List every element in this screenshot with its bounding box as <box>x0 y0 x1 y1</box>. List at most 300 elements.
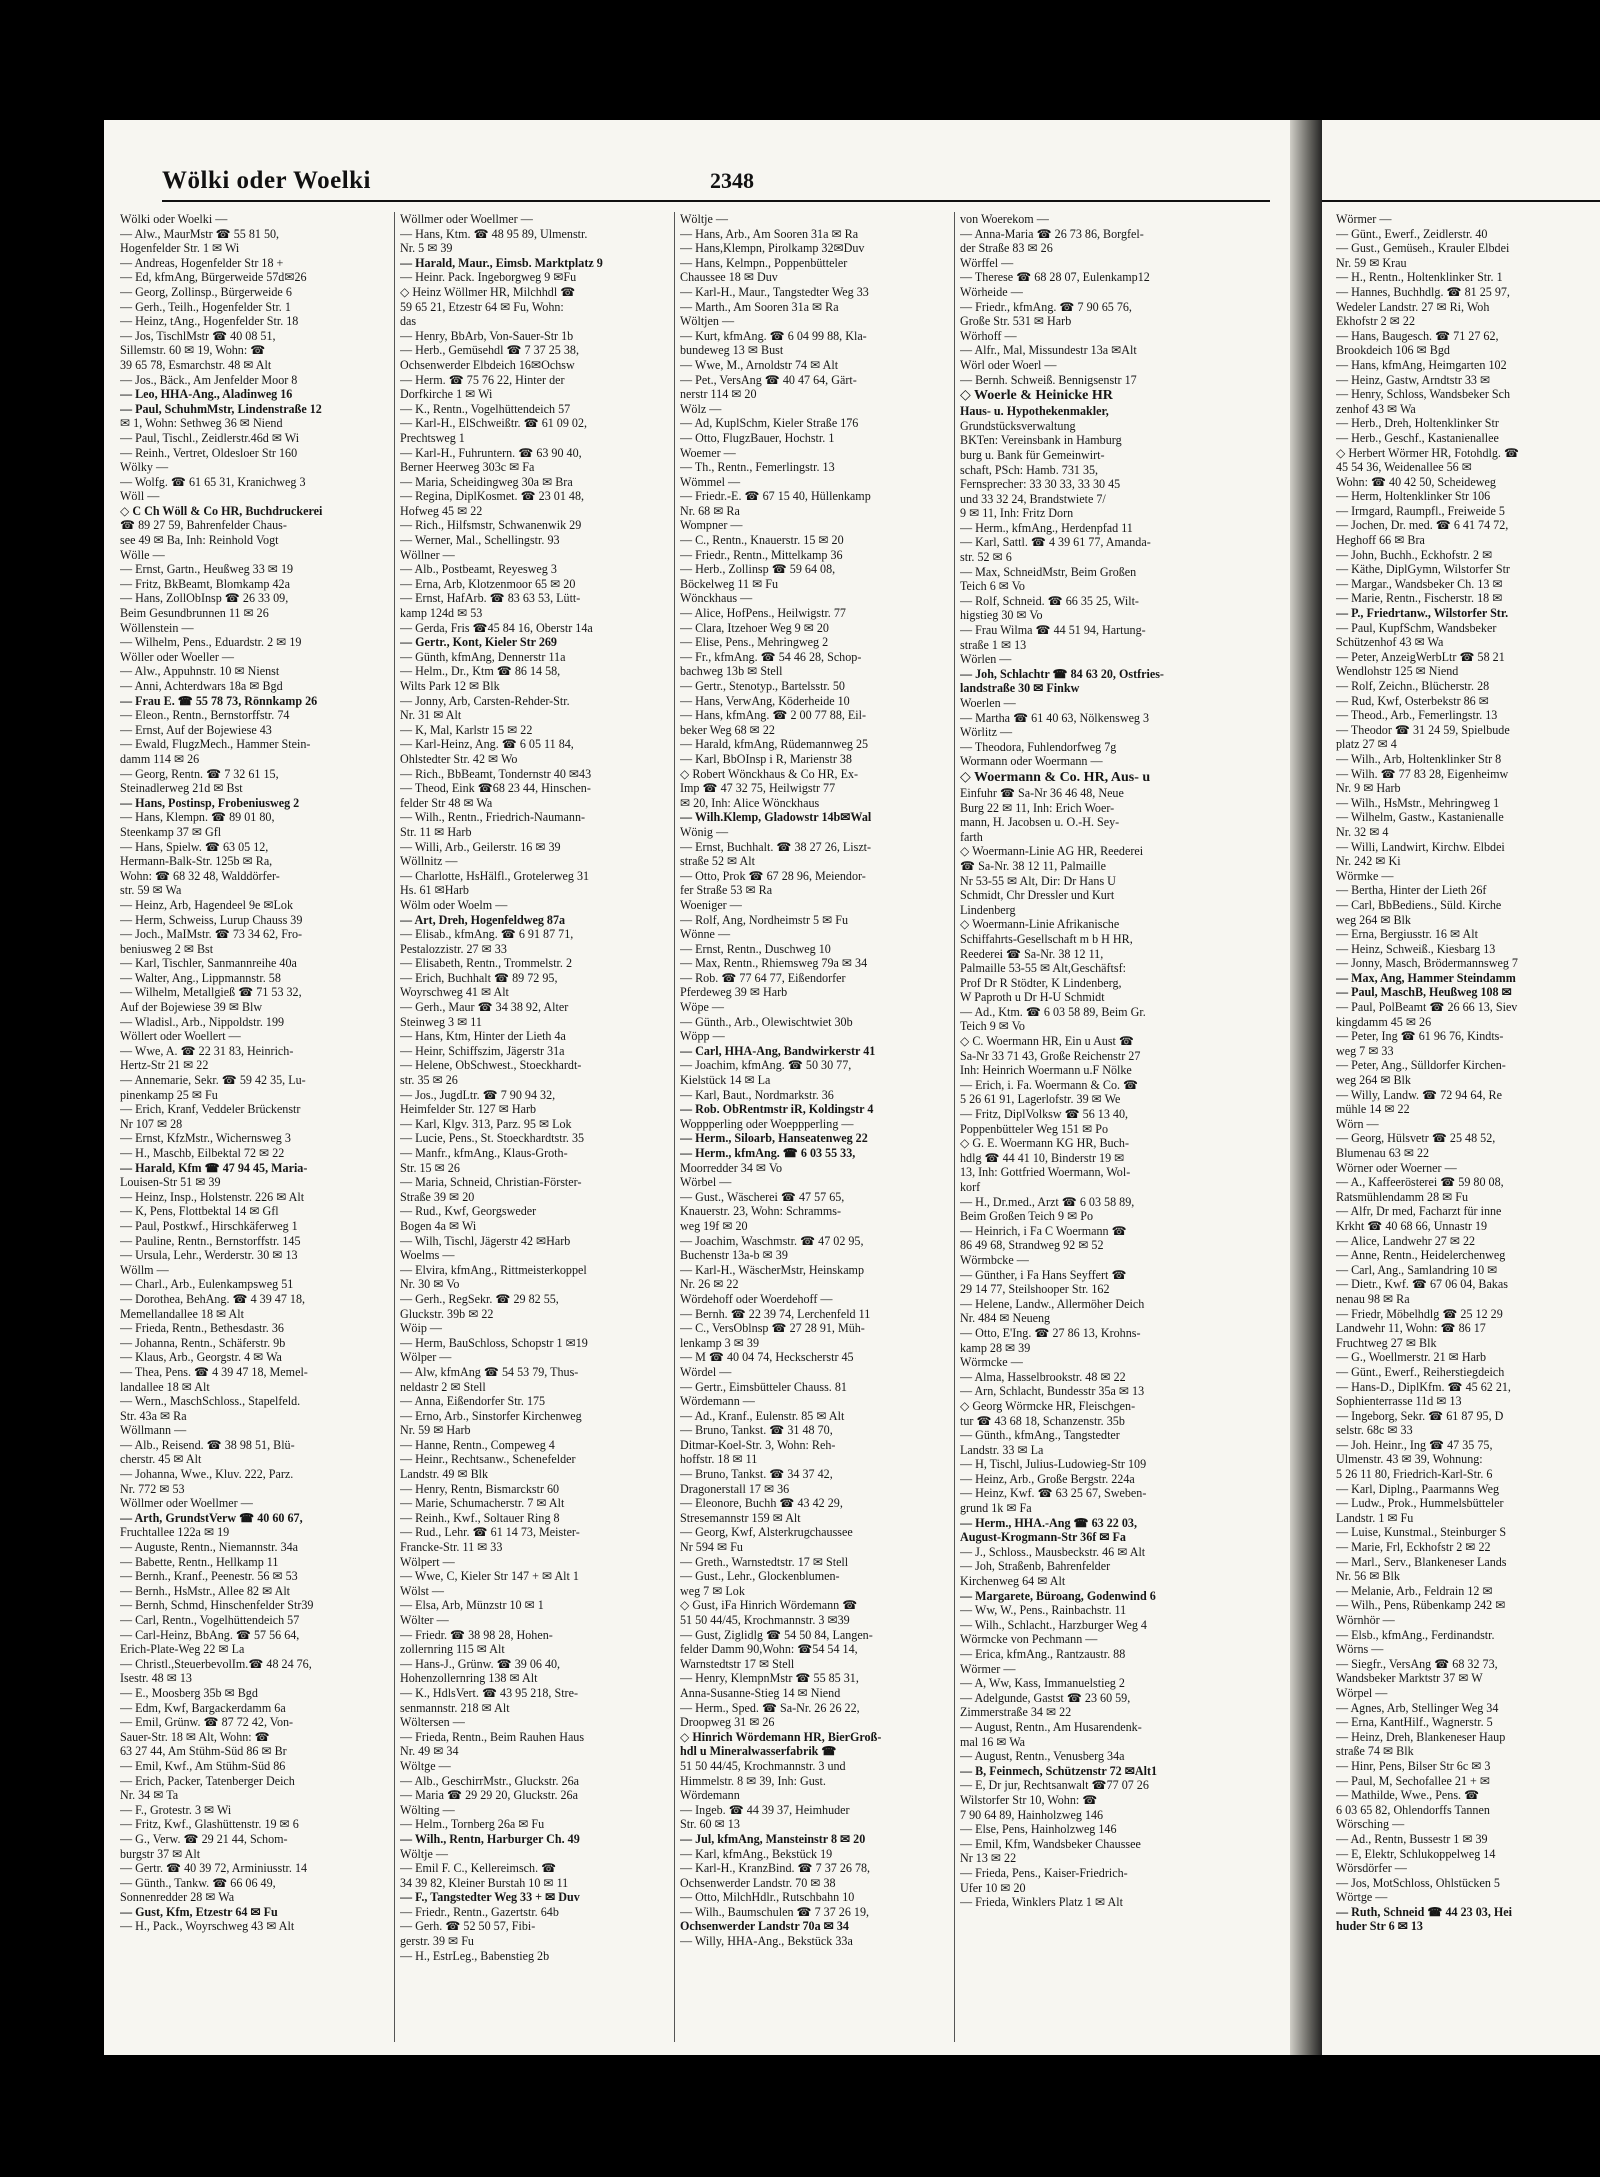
directory-surname-heading: Wölper — <box>400 1350 452 1365</box>
directory-surname-heading: Wörn — <box>1336 1116 1379 1131</box>
directory-surname-heading: Wöll — <box>120 489 160 504</box>
directory-entry: — Therese ☎ 68 28 07, Eulenkamp12 <box>960 270 1150 285</box>
directory-entry: — Otto, FlugzBauer, Hochstr. 1 <box>680 430 835 445</box>
directory-surname-heading: Wörbel — <box>680 1175 732 1190</box>
directory-entry: — Gust., Lehr., Glockenblumen- <box>680 1569 840 1584</box>
directory-entry: — Alw, kfmAng ☎ 54 53 79, Thus- <box>400 1364 579 1379</box>
directory-entry: — Wilh., Arb, Holtenklinker Str 8 <box>1336 751 1502 766</box>
directory-entry: beker Weg 68 ✉ 22 <box>680 722 775 737</box>
directory-entry: — Herm., HHA.-Ang ☎ 63 22 03, <box>960 1515 1137 1530</box>
facing-page <box>1322 120 1600 2055</box>
directory-entry: lenkamp 3 ✉ 39 <box>680 1335 759 1350</box>
directory-entry: — Herm, BauSchloss, Schopstr 1 ✉19 <box>400 1335 588 1350</box>
directory-entry: weg 264 ✉ Blk <box>1336 912 1411 927</box>
directory-entry: das <box>400 314 417 329</box>
directory-entry: — Herb., Dreh, Holtenklinker Str <box>1336 416 1499 431</box>
directory-entry: ◇ Woermann & Co. HR, Aus- u <box>960 769 1151 785</box>
directory-entry: ◇ Georg Wörmcke HR, Fleischgen- <box>960 1398 1136 1413</box>
directory-entry: — Marie, Rentn., Fischerstr. 18 ✉ <box>1336 591 1503 606</box>
directory-entry: — K., HdlsVert. ☎ 43 95 218, Stre- <box>400 1685 578 1700</box>
directory-entry: zollernring 115 ✉ Alt <box>400 1642 505 1657</box>
directory-entry: — Luise, Kunstmal., Steinburger S <box>1336 1525 1507 1540</box>
directory-entry: — E, Dr jur, Rechtsanwalt ☎77 07 26 <box>960 1778 1149 1793</box>
directory-entry: 59 65 21, Etzestr 64 ✉ Fu, Wohn: <box>400 299 564 314</box>
directory-surname-heading: Wöllmer oder Woellmer — <box>120 1496 253 1511</box>
directory-surname-heading: Wölpert — <box>400 1554 455 1569</box>
directory-entry: — Dorothea, BehAng. ☎ 4 39 47 18, <box>120 1291 306 1306</box>
directory-surname-heading: Wöller oder Woeller — <box>120 649 234 664</box>
directory-entry: — Heinz, Kwf. ☎ 63 25 67, Sweben- <box>960 1486 1147 1501</box>
directory-entry: — Herm. ☎ 75 76 22, Hinter der <box>400 372 565 387</box>
directory-entry: Palmaille 53-55 ✉ Alt,Geschäftsf: <box>960 961 1126 976</box>
directory-entry: Teich 9 ✉ Vo <box>960 1019 1025 1034</box>
directory-entry: Schmidt, Chr Dressler und Kurt <box>960 888 1115 903</box>
directory-entry: Heimfelder Str. 127 ✉ Harb <box>400 1102 537 1117</box>
directory-entry: — Rich., Hilfsmstr, Schwanenwik 29 <box>400 518 582 533</box>
directory-surname-heading: Wölter — <box>400 1613 449 1627</box>
directory-entry: Nr. 68 ✉ Ra <box>680 503 740 518</box>
directory-entry: ◇ Heinz Wöllmer HR, Milchhdl ☎ <box>400 284 576 299</box>
directory-entry: — Ludw., Prok., Hummelsbütteler <box>1336 1496 1504 1511</box>
directory-entry: Große Str. 531 ✉ Harb <box>960 314 1072 329</box>
directory-entry: — Heinz, Dreh, Blankeneser Haup <box>1336 1729 1506 1744</box>
directory-entry: weg 7 ✉ 33 <box>1336 1043 1394 1058</box>
directory-entry: Einfuhr ☎ Sa-Nr 36 46 48, Neue <box>960 785 1124 800</box>
directory-entry: 5 26 61 91, Lagerlofstr. 39 ✉ We <box>960 1092 1121 1107</box>
directory-entry: higstieg 30 ✉ Vo <box>960 608 1043 623</box>
directory-entry: — Gertr., Stenotyp., Bartelsstr. 50 <box>680 679 845 693</box>
directory-surname-heading: Wöip — <box>400 1321 442 1336</box>
directory-entry: Burg 22 ✉ 11, Inh: Erich Woer- <box>960 800 1115 815</box>
directory-entry: Warnstedtstr 17 ✉ Stell <box>680 1656 795 1671</box>
directory-entry: ◇ C Ch Wöll & Co HR, Buchdruckerei <box>120 503 323 518</box>
directory-entry: ◇ Woermann-Linie Afrikanische <box>960 917 1120 932</box>
directory-entry: beniusweg 2 ✉ Bst <box>120 941 214 956</box>
directory-entry: Blumenau 63 ✉ 22 <box>1336 1146 1430 1160</box>
directory-entry: — Bernh., Kranf., Peenestr. 56 ✉ 53 <box>120 1569 298 1584</box>
directory-entry: kamp 124d ✉ 53 <box>400 606 483 621</box>
directory-entry: — Fr., kfmAng. ☎ 54 46 28, Schop- <box>680 649 862 664</box>
directory-entry: — Gerda, Fris ☎45 84 16, Oberstr 14a <box>400 620 593 635</box>
directory-entry: — Wwe, A. ☎ 22 31 83, Heinrich- <box>120 1043 294 1058</box>
directory-entry: Landstr. 33 ✉ La <box>960 1442 1044 1457</box>
directory-surname-heading: Wörheide — <box>960 284 1023 299</box>
directory-entry: felder Str 48 ✉ Wa <box>400 795 493 810</box>
directory-entry: — Ernst, Rentn., Duschweg 10 <box>680 941 831 956</box>
directory-entry: Gluckstr. 39b ✉ 22 <box>400 1306 494 1321</box>
directory-entry: Hofweg 45 ✉ 22 <box>400 503 483 518</box>
directory-surname-heading: Wömmel — <box>680 474 741 489</box>
directory-entry: — Bernh., HsMstr., Allee 82 ✉ Alt <box>120 1583 291 1598</box>
directory-entry: — Günt., Ewerf., Reiherstiegdeich <box>1336 1364 1505 1379</box>
directory-entry: Sauer-Str. 18 ✉ Alt, Wohn: ☎ <box>120 1729 270 1744</box>
directory-entry: — Herb., Zollinsp ☎ 59 64 08, <box>680 562 836 577</box>
directory-entry: — Anna-Maria ☎ 26 73 86, Borgfel- <box>960 226 1144 241</box>
directory-surname-heading: Wörmke — <box>1336 868 1394 883</box>
directory-entry: — Hans,Klempn, Pirolkamp 32✉Duv <box>680 241 865 256</box>
directory-surname-heading: Wördemann — <box>680 1394 755 1409</box>
directory-entry: — Leo, HHA-Ang., Aladinweg 16 <box>120 387 293 402</box>
directory-entry: — Günth., Arb., Olewischtwiet 30b <box>680 1014 853 1029</box>
directory-entry: — Frieda, Rentn., Bethesdastr. 36 <box>120 1321 284 1336</box>
directory-entry: Fernsprecher: 33 30 33, 33 30 45 <box>960 477 1121 492</box>
directory-entry: — Maria ☎ 29 29 20, Gluckstr. 26a <box>400 1788 578 1803</box>
directory-surname-heading: Woemer — <box>680 445 736 460</box>
directory-entry: Hogenfelder Str. 1 ✉ Wi <box>120 241 240 256</box>
directory-entry: — Clara, Itzehoer Weg 9 ✉ 20 <box>680 620 829 635</box>
directory-entry: — Ernst, Buchhalt. ☎ 38 27 26, Liszt- <box>680 839 872 854</box>
directory-entry: — Heinz, Arb, Hagendeel 9e ✉Lok <box>120 897 294 912</box>
directory-entry: Memellandallee 18 ✉ Alt <box>120 1306 244 1321</box>
directory-entry: — Heinz, tAng., Hogenfelder Str. 18 <box>120 314 299 329</box>
directory-entry: Poppenbütteler Weg 151 ✉ Po <box>960 1121 1109 1136</box>
directory-entry: Sonnenredder 28 ✉ Wa <box>120 1890 235 1905</box>
directory-entry: — Rolf, Zeichn., Blücherstr. 28 <box>1336 679 1490 693</box>
directory-entry: — Paul, SchuhmMstr, Lindenstraße 12 <box>120 401 322 416</box>
directory-entry: — Irmgard, Raumpfl., Freiweide 5 <box>1336 503 1505 518</box>
directory-entry: — Käthe, DiplGymn, Wilstorfer Str <box>1336 562 1510 577</box>
directory-entry: — K, Pens, Flottbektal 14 ✉ Gfl <box>120 1204 279 1219</box>
directory-entry: Wendlohstr 125 ✉ Niend <box>1336 664 1459 679</box>
directory-entry: — Ernst, Gartn., Heußweg 33 ✉ 19 <box>120 562 294 577</box>
directory-entry: hoffstr. 18 ✉ 11 <box>680 1452 758 1467</box>
directory-surname-heading: Wöltjen — <box>680 314 735 329</box>
directory-entry: — Marie, Schumacherstr. 7 ✉ Alt <box>400 1496 565 1511</box>
directory-entry: straße 74 ✉ Blk <box>1336 1744 1414 1759</box>
directory-entry: Steinadlerweg 21d ✉ Bst <box>120 781 243 796</box>
directory-surname-heading: Wölz — <box>680 401 722 416</box>
directory-entry: 86 49 68, Strandweg 92 ✉ 52 <box>960 1238 1104 1253</box>
directory-entry: mann, H. Jacobsen u. O.-H. Sey- <box>960 815 1120 830</box>
directory-entry: Sophienterrasse 11d ✉ 13 <box>1336 1394 1462 1409</box>
directory-entry: — Wilh., Rentn, Harburger Ch. 49 <box>400 1831 580 1846</box>
directory-entry: hdlg ☎ 44 41 10, Binderstr 19 ✉ <box>960 1150 1125 1165</box>
directory-entry: burg u. Bank für Gemeinwirt- <box>960 447 1105 462</box>
directory-entry: — Art, Dreh, Hogenfeldweg 87a <box>400 912 566 927</box>
directory-entry: — Ingeborg, Sekr. ☎ 61 87 95, D <box>1336 1408 1504 1423</box>
directory-entry: — Herm., Sped. ☎ Sa-Nr. 26 26 22, <box>680 1700 860 1715</box>
directory-entry: 63 27 44, Am Stühm-Süd 86 ✉ Br <box>120 1744 287 1759</box>
directory-entry: — C., VersOblnsp ☎ 27 28 91, Müh- <box>680 1321 865 1336</box>
directory-entry: Nr. 9 ✉ Harb <box>1336 781 1401 796</box>
directory-entry: — Gerh., RegSekr. ☎ 29 82 55, <box>400 1291 559 1306</box>
directory-entry: — J., Schloss., Mausbeckstr. 46 ✉ Alt <box>960 1544 1146 1559</box>
directory-entry: — Heinz, Schweiß., Kiesbarg 13 <box>1336 941 1496 956</box>
directory-entry: — Paul, PolBeamt ☎ 26 66 13, Siev <box>1336 1000 1518 1015</box>
directory-entry: — Henry, BbArb, Von-Sauer-Str 1b <box>400 328 574 343</box>
directory-surname-heading: Wörlitz — <box>960 725 1013 740</box>
directory-surname-heading: Wöltersen — <box>400 1715 465 1730</box>
directory-entry: — Pet., VersAng ☎ 40 47 64, Gärt- <box>680 372 857 387</box>
directory-entry: 51 50 44/45, Krochmannstr. 3 und <box>680 1758 846 1773</box>
directory-entry: — Edm, Kwf, Bargackerdamm 6a <box>120 1700 286 1715</box>
directory-entry: — Greth., Warnstedtstr. 17 ✉ Stell <box>680 1554 849 1569</box>
directory-entry: — Joachim, Waschmstr. ☎ 47 02 95, <box>680 1233 864 1248</box>
directory-entry: — Alb., Reisend. ☎ 38 98 51, Blü- <box>120 1437 295 1452</box>
directory-entry: — Herb., Geschf., Kastanienallee <box>1336 430 1499 445</box>
directory-entry: — Paul, M, Sechofallee 21 + ✉ <box>1336 1773 1490 1788</box>
directory-surname-heading: Wöltje — <box>680 212 729 226</box>
directory-entry: — Johanna, Rentn., Schäferstr. 9b <box>120 1335 286 1350</box>
directory-entry: — Herm, Holtenklinker Str 106 <box>1336 489 1491 504</box>
directory-entry: — P., Friedrtanw., Wilstorfer Str. <box>1336 606 1509 621</box>
directory-entry: — Hans, Kelmpn., Poppenbütteler <box>680 255 848 270</box>
directory-entry: Kielstück 14 ✉ La <box>680 1073 771 1088</box>
directory-entry: Sillemstr. 60 ✉ 19, Wohn: ☎ <box>120 343 266 358</box>
directory-entry: Lindenberg <box>960 902 1016 917</box>
directory-entry: 34 39 82, Kleiner Burstah 10 ✉ 11 <box>400 1875 569 1890</box>
directory-entry: 29 14 77, Steilshooper Str. 162 <box>960 1282 1110 1297</box>
directory-entry: Pferdeweg 39 ✉ Harb <box>680 985 788 1000</box>
directory-entry: — Wilhelm, Gastw., Kastanienalle <box>1336 810 1504 825</box>
directory-entry: — Otto, E'Ing. ☎ 27 86 13, Krohns- <box>960 1325 1141 1340</box>
directory-entry: see 49 ✉ Ba, Inh: Reinhold Vogt <box>120 533 279 548</box>
directory-entry: — Hans, Spielw. ☎ 63 05 12, <box>120 839 269 854</box>
directory-entry: — John, Buchh., Eckhofstr. 2 ✉ <box>1336 547 1493 562</box>
directory-entry: ◇ Gust, iFa Hinrich Wördemann ☎ <box>680 1598 858 1613</box>
directory-entry: — Gust, Kfm, Etzestr 64 ✉ Fu <box>120 1904 278 1919</box>
directory-entry: Ochsenwerder Landstr. 70 ✉ 38 <box>680 1875 836 1890</box>
directory-entry: — E., Moosberg 35b ✉ Bgd <box>120 1685 258 1700</box>
directory-entry: — Frau Wilma ☎ 44 51 94, Hartung- <box>960 623 1146 638</box>
directory-entry: — Friedr., Rentn., Gazertstr. 64b <box>400 1904 559 1919</box>
directory-entry: — Alma, Hasselbrookstr. 48 ✉ 22 <box>960 1369 1126 1384</box>
directory-entry: str. 59 ✉ Wa <box>120 883 182 898</box>
directory-entry: — G., Woellmerstr. 21 ✉ Harb <box>1336 1350 1487 1365</box>
directory-entry: Nr. 26 ✉ 22 <box>680 1277 739 1292</box>
directory-entry: — Elsb., kfmAng., Ferdinandstr. <box>1336 1627 1495 1642</box>
directory-entry: — Margarete, Büroang, Godenwind 6 <box>960 1588 1156 1603</box>
directory-entry: pinenkamp 25 ✉ Fu <box>120 1087 218 1102</box>
directory-entry: — Gust, Ziglidlg ☎ 54 50 84, Langen- <box>680 1627 873 1642</box>
directory-entry: Str. 43a ✉ Ra <box>120 1408 187 1423</box>
directory-entry: BKTen: Vereinsbank in Hamburg <box>960 433 1122 448</box>
directory-surname-heading: Wöllert oder Woellert — <box>120 1029 241 1044</box>
directory-surname-heading: Wölky — <box>120 460 169 475</box>
directory-entry: Dorfkirche 1 ✉ Wi <box>400 387 493 402</box>
column-divider <box>394 212 395 2042</box>
directory-entry: — H., Maschb, Eilbektal 72 ✉ 22 <box>120 1146 285 1160</box>
directory-entry: — Hinr, Pens, Bilser Str 6c ✉ 3 <box>1336 1758 1491 1773</box>
directory-entry: nenau 98 ✉ Ra <box>1336 1291 1410 1306</box>
directory-surname-heading: Wöllner — <box>400 547 455 562</box>
directory-entry: — Jos., JugdLtr. ☎ 7 90 94 32, <box>400 1087 556 1102</box>
directory-surname-heading: Wöllmann — <box>120 1423 187 1438</box>
directory-surname-heading: Wördehoff oder Woerdehoff — <box>680 1291 833 1306</box>
running-head: Wölki oder Woelki <box>162 167 372 194</box>
directory-entry: — Karl-H., Maur., Tangstedter Weg 33 <box>680 284 869 299</box>
directory-entry: — Bernh. Schweiß. Bennigsenstr 17 <box>960 372 1137 387</box>
directory-entry: — Wilh., Pens, Rübenkamp 242 ✉ <box>1336 1598 1506 1613</box>
directory-entry: — Agnes, Arb, Stellinger Weg 34 <box>1336 1700 1499 1715</box>
directory-entry: — Karl, Tischler, Sanmannreihe 40a <box>120 956 297 971</box>
directory-entry: kingdamm 45 ✉ 26 <box>1336 1014 1432 1029</box>
directory-entry: Berner Heerweg 303c ✉ Fa <box>400 460 535 475</box>
directory-entry: — Herm., kfmAng. ☎ 6 03 55 33, <box>680 1146 856 1160</box>
directory-entry: — Arth, GrundstVerw ☎ 40 60 67, <box>120 1510 303 1525</box>
directory-surname-heading: Wörmer — <box>960 1661 1016 1676</box>
directory-entry: Francke-Str. 11 ✉ 33 <box>400 1540 503 1555</box>
column-divider <box>954 212 955 2042</box>
directory-surname-heading: Wöllnitz — <box>400 854 458 869</box>
directory-entry: nerstr 114 ✉ 20 <box>680 387 757 402</box>
directory-entry: — A, Ww, Kass, Immanuelstieg 2 <box>960 1676 1125 1691</box>
directory-entry: — F., Grotestr. 3 ✉ Wi <box>120 1802 232 1817</box>
directory-entry: Ulmenstr. 43 ✉ 39, Wohnung: <box>1336 1452 1483 1467</box>
directory-entry: Nr 594 ✉ Fu <box>680 1540 743 1555</box>
directory-entry: — Ernst, HafArb. ☎ 83 63 53, Lütt- <box>400 591 581 606</box>
directory-entry: Nr. 242 ✉ Ki <box>1336 854 1401 869</box>
directory-entry: — Hans, ZollObInsp ☎ 26 33 09, <box>120 591 289 606</box>
directory-surname-heading: Wölting — <box>400 1802 455 1817</box>
directory-entry: Schiffahrts-Gesellschaft m b H HR, <box>960 931 1133 946</box>
directory-entry: — Melanie, Arb., Feldrain 12 ✉ <box>1336 1583 1493 1598</box>
directory-surname-heading: Wormann oder Woermann — <box>960 754 1103 769</box>
directory-surname-heading: Wompner — <box>680 518 743 533</box>
directory-entry: — August, Rentn., Venusberg 34a <box>960 1749 1125 1764</box>
directory-entry: cherstr. 45 ✉ Alt <box>120 1452 202 1467</box>
directory-entry: — Rolf, Schneid. ☎ 66 35 25, Wilt- <box>960 593 1139 608</box>
page-number: 2348 <box>710 168 754 193</box>
directory-surname-heading: Wörmer — <box>1336 212 1392 226</box>
directory-entry: — Peter, Ing ☎ 61 96 76, Kindts- <box>1336 1029 1504 1044</box>
directory-entry: — Theodor ☎ 31 24 59, Spielbude <box>1336 722 1510 737</box>
directory-entry: — Joachim, kfmAng. ☎ 50 30 77, <box>680 1058 852 1073</box>
directory-entry: — Elisab., kfmAng. ☎ 6 91 87 71, <box>400 927 574 942</box>
directory-entry: — A., Kaffeerösterei ☎ 59 80 08, <box>1336 1175 1504 1190</box>
directory-entry: Hermann-Balk-Str. 125b ✉ Ra, <box>120 854 273 869</box>
directory-entry: — Babette, Rentn., Hellkamp 11 <box>120 1554 279 1569</box>
directory-surname-heading: Wörpel — <box>1336 1685 1388 1700</box>
directory-entry: — B, Feinmech, Schützenstr 72 ✉Alt1 <box>960 1763 1158 1778</box>
directory-entry: Buchenstr 13a-b ✉ 39 <box>680 1248 788 1263</box>
directory-entry: Wedeler Landstr. 27 ✉ Ri, Woh <box>1336 299 1490 314</box>
book-gutter <box>1290 120 1324 2055</box>
directory-entry: — Erna, Arb, Klotzenmoor 65 ✉ 20 <box>400 576 576 591</box>
directory-surname-heading: Woerlen — <box>960 696 1016 710</box>
directory-entry: — Bernh, Schmd, Hinschenfelder Str39 <box>120 1598 314 1613</box>
directory-entry: — Willy, HHA-Ang., Bekstück 33a <box>680 1934 853 1949</box>
directory-entry: — Jos., Bäck., Am Jenfelder Moor 8 <box>120 372 298 387</box>
directory-entry: — Wilh., HsMstr., Mehringweg 1 <box>1336 795 1500 810</box>
directory-entry: — Jochen, Dr. med. ☎ 6 41 74 72, <box>1336 518 1509 533</box>
directory-entry: — Auguste, Rentn., Niemannstr. 34a <box>120 1540 299 1555</box>
directory-entry: str. 52 ✉ 6 <box>960 550 1012 565</box>
directory-entry: — Jos, MotSchloss, Ohlstücken 5 <box>1336 1875 1500 1890</box>
directory-entry: Böckelweg 11 ✉ Fu <box>680 576 779 591</box>
directory-entry: — Maria, Schneid, Christian-Förster- <box>400 1175 582 1190</box>
directory-entry: 6 03 65 82, Ohlendorffs Tannen <box>1336 1802 1490 1817</box>
directory-entry: neldastr 2 ✉ Stell <box>400 1379 486 1394</box>
directory-entry: — Hans, VerwAng, Köderheide 10 <box>680 693 850 708</box>
directory-entry: — Hans-J., Grünw. ☎ 39 06 40, <box>400 1656 561 1671</box>
directory-entry: — Carl, Ang., Samlandring 10 ✉ <box>1336 1262 1498 1277</box>
directory-entry: — Herb., Gemüsehdl ☎ 7 37 25 38, <box>400 343 579 358</box>
directory-entry: — Ernst, Auf der Bojewiese 43 <box>120 722 272 737</box>
directory-entry: Ochsenwerder Landstr 70a ✉ 34 <box>680 1919 849 1934</box>
directory-entry: — Heinr. Pack. Ingeborgweg 9 ✉Fu <box>400 270 577 285</box>
directory-entry: — Erica, kfmAng., Rantzaustr. 88 <box>960 1647 1126 1661</box>
directory-entry: — Bernh. ☎ 22 39 74, Lerchenfeld 11 <box>680 1306 871 1321</box>
directory-entry: Anna-Susanne-Stieg 14 ✉ Niend <box>680 1685 841 1700</box>
directory-entry: Nr 13 ✉ 22 <box>960 1851 1017 1866</box>
directory-entry: — Jonny, Masch, Brödermannsweg 7 <box>1336 956 1518 971</box>
directory-entry: Teich 6 ✉ Vo <box>960 579 1025 594</box>
directory-entry: farth <box>960 829 983 844</box>
directory-entry: — Dietr., Kwf. ☎ 67 06 04, Bakas <box>1336 1277 1508 1292</box>
directory-entry: — Karl-H., KranzBind. ☎ 7 37 26 78, <box>680 1861 871 1876</box>
directory-entry: — Carl-Heinz, BbAng. ☎ 57 56 64, <box>120 1627 300 1642</box>
directory-entry: — Ruth, Schneid ☎ 44 23 03, Hei <box>1336 1904 1512 1919</box>
directory-entry: — Alfr., Mal, Missundestr 13a ✉Alt <box>960 343 1137 358</box>
directory-entry: — Henry, KlempnMstr ☎ 55 85 31, <box>680 1671 859 1686</box>
directory-entry: bachweg 13b ✉ Stell <box>680 664 783 679</box>
directory-entry: — Karl-H., WäscherMstr, Heinskamp <box>680 1262 865 1277</box>
directory-entry: Heghoff 66 ✉ Bra <box>1336 533 1425 548</box>
directory-entry: Nr. 56 ✉ Blk <box>1336 1569 1400 1584</box>
directory-entry: — Gust., Gemüseh., Krauler Elbdei <box>1336 241 1510 256</box>
directory-entry: — Wilh, Tischl, Jägerstr 42 ✉Harb <box>400 1233 571 1248</box>
directory-entry: — Emil, Kwf., Am Stühm-Süd 86 <box>120 1758 286 1773</box>
directory-entry: — Charl., Arb., Eulenkampsweg 51 <box>120 1277 294 1292</box>
directory-entry: mühle 14 ✉ 22 <box>1336 1102 1410 1117</box>
directory-entry: — Hans, Ktm. ☎ 48 95 89, Ulmenstr. <box>400 226 588 241</box>
directory-entry: Nr 107 ✉ 28 <box>120 1116 183 1131</box>
directory-entry: — Karl-Heinz, Ang. ☎ 6 05 11 84, <box>400 737 574 752</box>
directory-entry: — C., Rentn., Knauerstr. 15 ✉ 20 <box>680 533 844 548</box>
directory-entry: ◇ C. Woermann HR, Ein u Aust ☎ <box>960 1034 1135 1049</box>
directory-surname-heading: Woppperling oder Woeppperling — <box>680 1116 854 1131</box>
directory-entry: — Heinr., Rechtsanw., Schenefelder <box>400 1452 576 1467</box>
directory-entry: — Wilh., Baumschulen ☎ 7 37 26 19, <box>680 1904 870 1919</box>
directory-entry: Wilts Park 12 ✉ Blk <box>400 679 500 693</box>
directory-entry: — Wwe, C, Kieler Str 147 + ✉ Alt 1 <box>400 1569 579 1584</box>
directory-entry: — Regina, DiplKosmet. ☎ 23 01 48, <box>400 489 585 504</box>
directory-entry: — H., Dr.med., Arzt ☎ 6 03 58 89, <box>960 1194 1135 1209</box>
directory-entry: — Marth., Am Sooren 31a ✉ Ra <box>680 299 839 314</box>
directory-entry: — Theod., Arb., Femerlingstr. 13 <box>1336 708 1498 723</box>
directory-surname-heading: von Woerekom — <box>960 212 1049 226</box>
directory-entry: — Ingeb. ☎ 44 39 37, Heimhuder <box>680 1802 850 1817</box>
directory-entry: — Paul, MaschB, Heußweg 108 ✉ <box>1336 985 1512 1000</box>
directory-entry: — Jos, TischlMstr ☎ 40 08 51, <box>120 328 276 343</box>
directory-entry: Ochsenwerder Elbdeich 16✉Ochsw <box>400 357 575 372</box>
directory-entry: — August, Rentn., Am Husarendenk- <box>960 1719 1142 1734</box>
directory-entry: — Heinz, Gastw, Arndtstr 33 ✉ <box>1336 372 1491 387</box>
directory-entry: Prof Dr R Stödter, K Lindenberg, <box>960 975 1122 990</box>
directory-entry: grund 1k ✉ Fa <box>960 1501 1032 1516</box>
directory-entry: Nr. 49 ✉ 34 <box>400 1744 459 1759</box>
directory-entry: ◇ Herbert Wörmer HR, Fotohdlg. ☎ <box>1336 445 1520 460</box>
directory-entry: — Hans, kfmAng. ☎ 2 00 77 88, Eil- <box>680 708 867 723</box>
directory-entry: — Harald, Kfm ☎ 47 94 45, Maria- <box>120 1160 308 1175</box>
directory-entry: — Anna, Eißendorfer Str. 175 <box>400 1394 546 1409</box>
directory-entry: — Kurt, kfmAng. ☎ 6 04 99 88, Kla- <box>680 328 867 343</box>
directory-entry: fer Straße 53 ✉ Ra <box>680 883 773 898</box>
directory-entry: — Klaus, Arb., Georgstr. 4 ✉ Wa <box>120 1350 282 1365</box>
directory-surname-heading: Wörtge — <box>1336 1890 1388 1905</box>
directory-entry: — Willy, Landw. ☎ 72 94 64, Re <box>1336 1087 1502 1102</box>
directory-entry: — Eleon., Rentn., Bernstorffstr. 74 <box>120 708 290 723</box>
directory-surname-heading: Wörmcke — <box>960 1355 1023 1370</box>
directory-entry: Hohenzollernring 138 ✉ Alt <box>400 1671 538 1686</box>
directory-entry: — Hans, Baugesch. ☎ 71 27 62, <box>1336 328 1499 343</box>
directory-entry: — Erich, Kranf, Veddeler Brückenstr <box>120 1102 301 1117</box>
directory-surname-heading: Wörns — <box>1336 1642 1384 1657</box>
directory-surname-heading: Wörnhör — <box>1336 1613 1395 1627</box>
directory-entry: — Emil F. C., Kellereimsch. ☎ <box>400 1861 557 1876</box>
directory-entry: — Heinrich, i Fa C Woermann ☎ <box>960 1223 1127 1238</box>
